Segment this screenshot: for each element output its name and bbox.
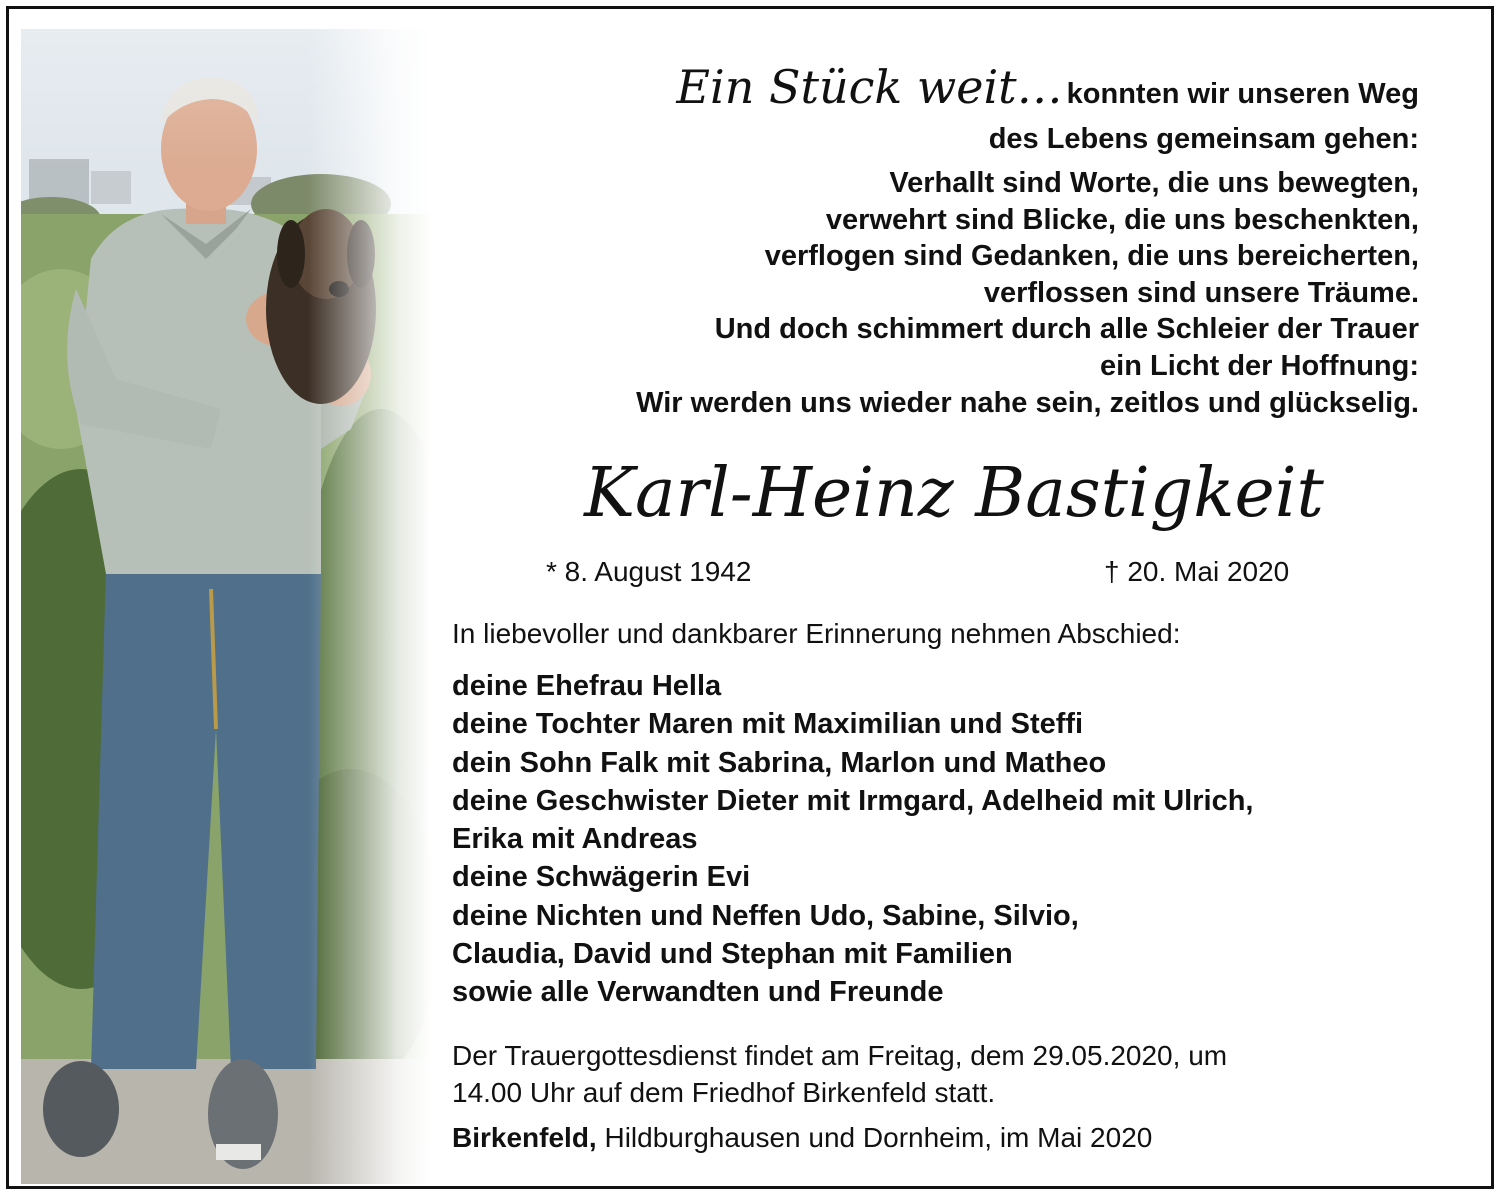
mourner-entry: sowie alle Verwandten und Freunde (452, 976, 944, 1009)
place-and-date (452, 1122, 1152, 1154)
poem (439, 165, 1419, 421)
poem-line: Verhallt sind Worte, die uns bewegten, (889, 167, 1419, 199)
portrait-photo (21, 29, 431, 1184)
service-line: 14.00 Uhr auf dem Friedhof Birkenfeld statt. (452, 1077, 996, 1108)
mourner-entry: deine Tochter Maren mit Maximilian und Steffi (452, 708, 1084, 741)
poem-line: Und doch schimmert durch alle Schleier der Trauer (714, 313, 1419, 346)
intro-continuation-line2: des Lebens gemeinsam gehen: (988, 123, 1419, 155)
mourner-entry: Erika mit Andreas (452, 823, 698, 856)
farewell-line: In liebevoller und dankbarer Erinnerung nehmen Abschied: (452, 618, 1181, 649)
mourner-entry: Claudia, David und Stephan mit Familien (452, 938, 1013, 971)
poem-line: verwehrt sind Blicke, die uns beschenkten, (825, 203, 1419, 236)
birth-date: * 8. August 1942 (546, 556, 752, 587)
mourner-entry: deine Nichten und Neffen Udo, Sabine, Silvio, (452, 899, 1079, 932)
place-rest: Hildburghausen und Dornheim, im Mai 2020 (604, 1122, 1153, 1153)
service-notice (452, 1037, 1227, 1111)
mourner-entry: dein Sohn Falk mit Sabrina, Marlon und Matheo (452, 746, 1107, 779)
intro-heading (439, 60, 1419, 121)
intro-ellipsis: … (1016, 60, 1063, 114)
poem-line: verflossen sind unsere Träume. (983, 276, 1419, 309)
death-date: † 20. Mai 2020 (1104, 556, 1290, 587)
service-line: Der Trauergottesdienst findet am Freitag, dem 29.05.2020, um (452, 1040, 1228, 1071)
mourner-entry: deine Schwägerin Evi (452, 861, 751, 894)
intro-verse (439, 60, 1419, 421)
intro-continuation-line1: konnten wir unseren Weg (1066, 78, 1419, 110)
poem-line: verflogen sind Gedanken, die uns bereicherten, (764, 240, 1419, 273)
deceased-name: Karl-Heinz Bastigkeit (584, 454, 1324, 533)
poem-line: Wir werden uns wieder nahe sein, zeitlos und glückselig. (636, 386, 1419, 419)
poem-line: ein Licht der Hoffnung: (1100, 349, 1419, 382)
place-town: Birkenfeld, (452, 1122, 597, 1153)
intro-script-phrase: Ein Stück weit (676, 60, 1017, 114)
obituary-frame (6, 6, 1494, 1189)
mourners-list (452, 667, 1253, 1012)
mourner-entry: deine Geschwister Dieter mit Irmgard, Adelheid mit Ulrich, (452, 784, 1254, 817)
mourner-entry: deine Ehefrau Hella (452, 670, 722, 702)
